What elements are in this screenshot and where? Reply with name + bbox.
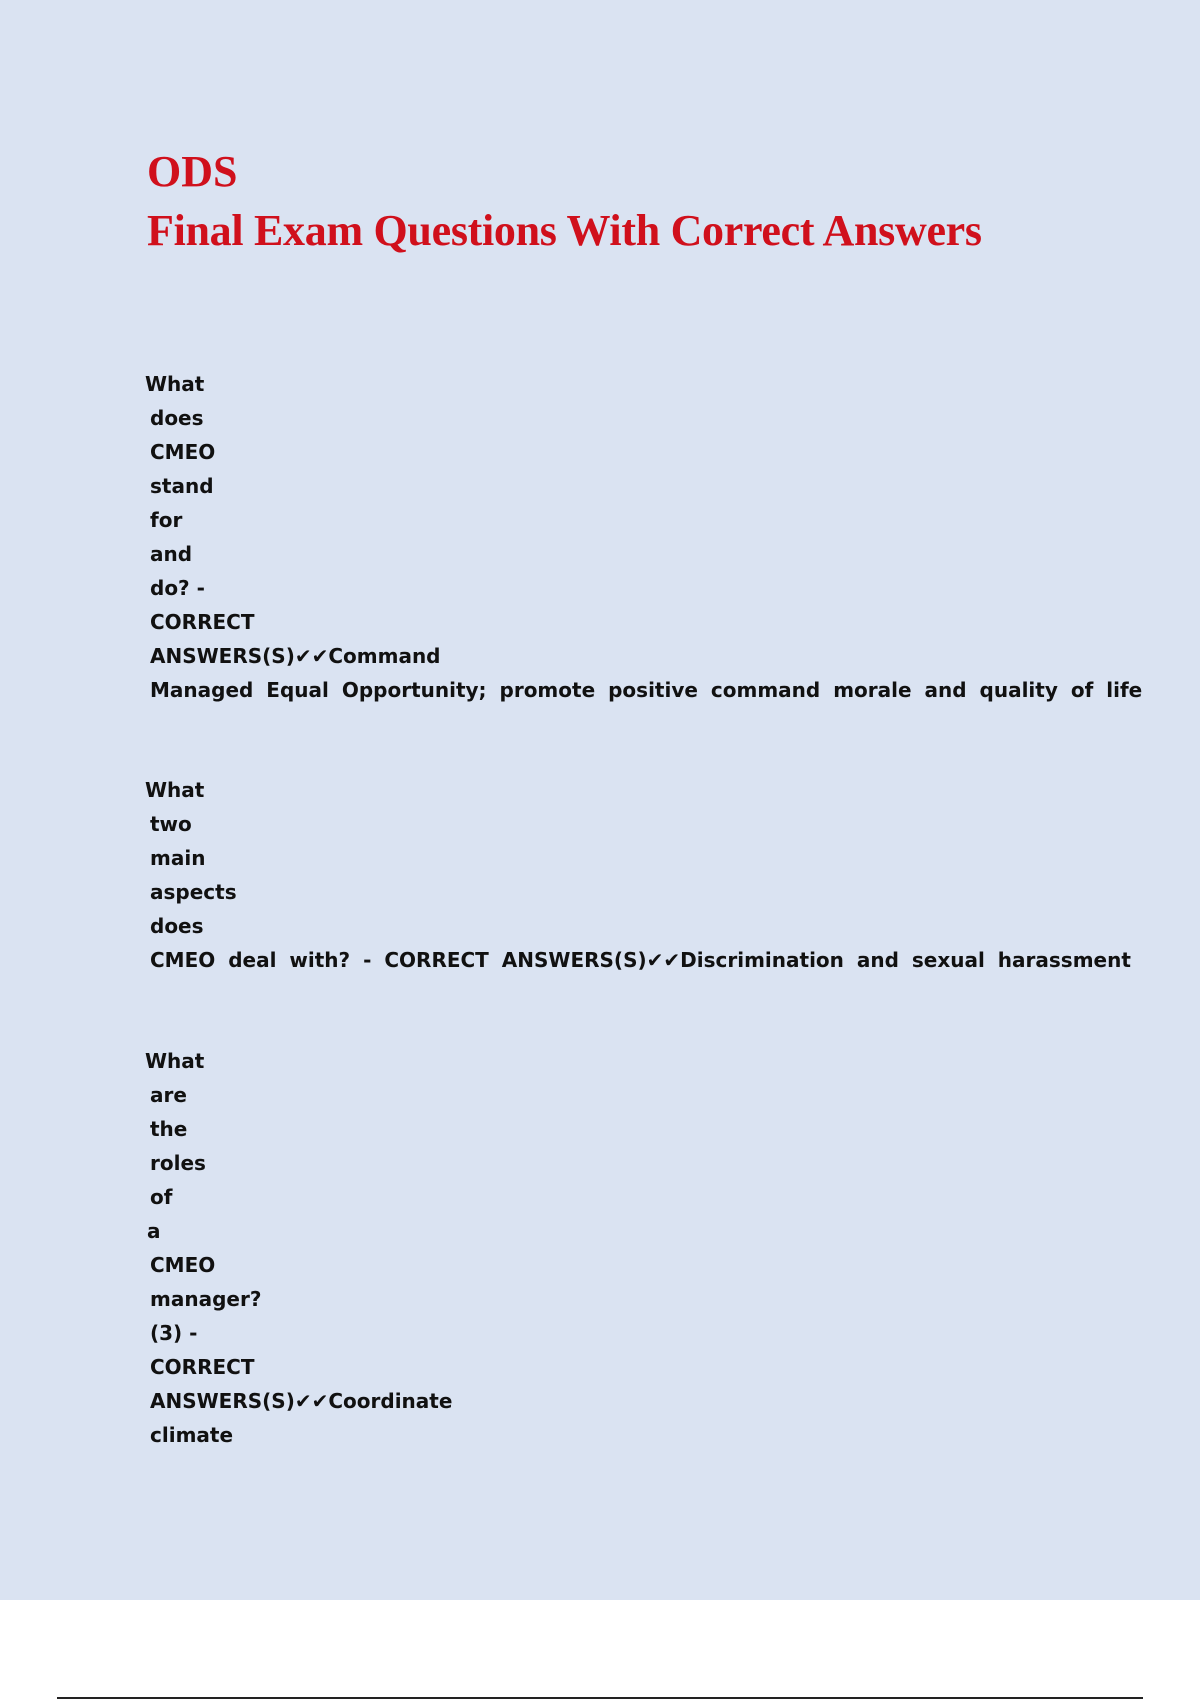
footer-divider [57,1697,1143,1699]
title-subtitle: Final Exam Questions With Correct Answers [147,206,982,255]
question-block-1 [145,367,1143,707]
q1-answer-line: ANSWERS(S)✔✔Command [150,644,441,668]
q3-line: the [150,1117,188,1141]
q3-line: a [147,1219,161,1243]
q2-line: does [150,914,204,938]
q3-line: What [145,1049,205,1073]
q1-line: stand [150,474,214,498]
document-title [147,145,982,263]
q1-line: do? - [150,576,205,600]
question-block-2 [145,773,1131,977]
q1-line: CMEO [150,440,216,464]
q3-answer-line: ANSWERS(S)✔✔Coordinate [150,1389,453,1413]
q3-answer-text: climate [150,1423,234,1447]
q1-line: does [150,406,204,430]
q3-line: roles [150,1151,206,1175]
q2-line: What [145,778,205,802]
title-ods: ODS [147,147,238,196]
question-block-3 [145,1044,452,1452]
q2-line: aspects [150,880,237,904]
q3-line: are [150,1083,187,1107]
q1-answer-text: Managed Equal Opportunity; promote positive command morale and quality of life [150,678,1143,702]
q2-line: main [150,846,206,870]
q3-line: manager? [150,1287,262,1311]
q1-line: CORRECT [150,610,255,634]
q3-line: CMEO [150,1253,216,1277]
q3-line: of [150,1185,173,1209]
q1-line: and [150,542,193,566]
q3-line: CORRECT [150,1355,255,1379]
q2-line: two [150,812,192,836]
q1-line: for [150,508,183,532]
q1-line: What [145,372,205,396]
q3-line: (3) - [150,1321,198,1345]
q2-answer-text: CMEO deal with? - CORRECT ANSWERS(S)✔✔Discrimination and sexual harassment [150,948,1131,972]
